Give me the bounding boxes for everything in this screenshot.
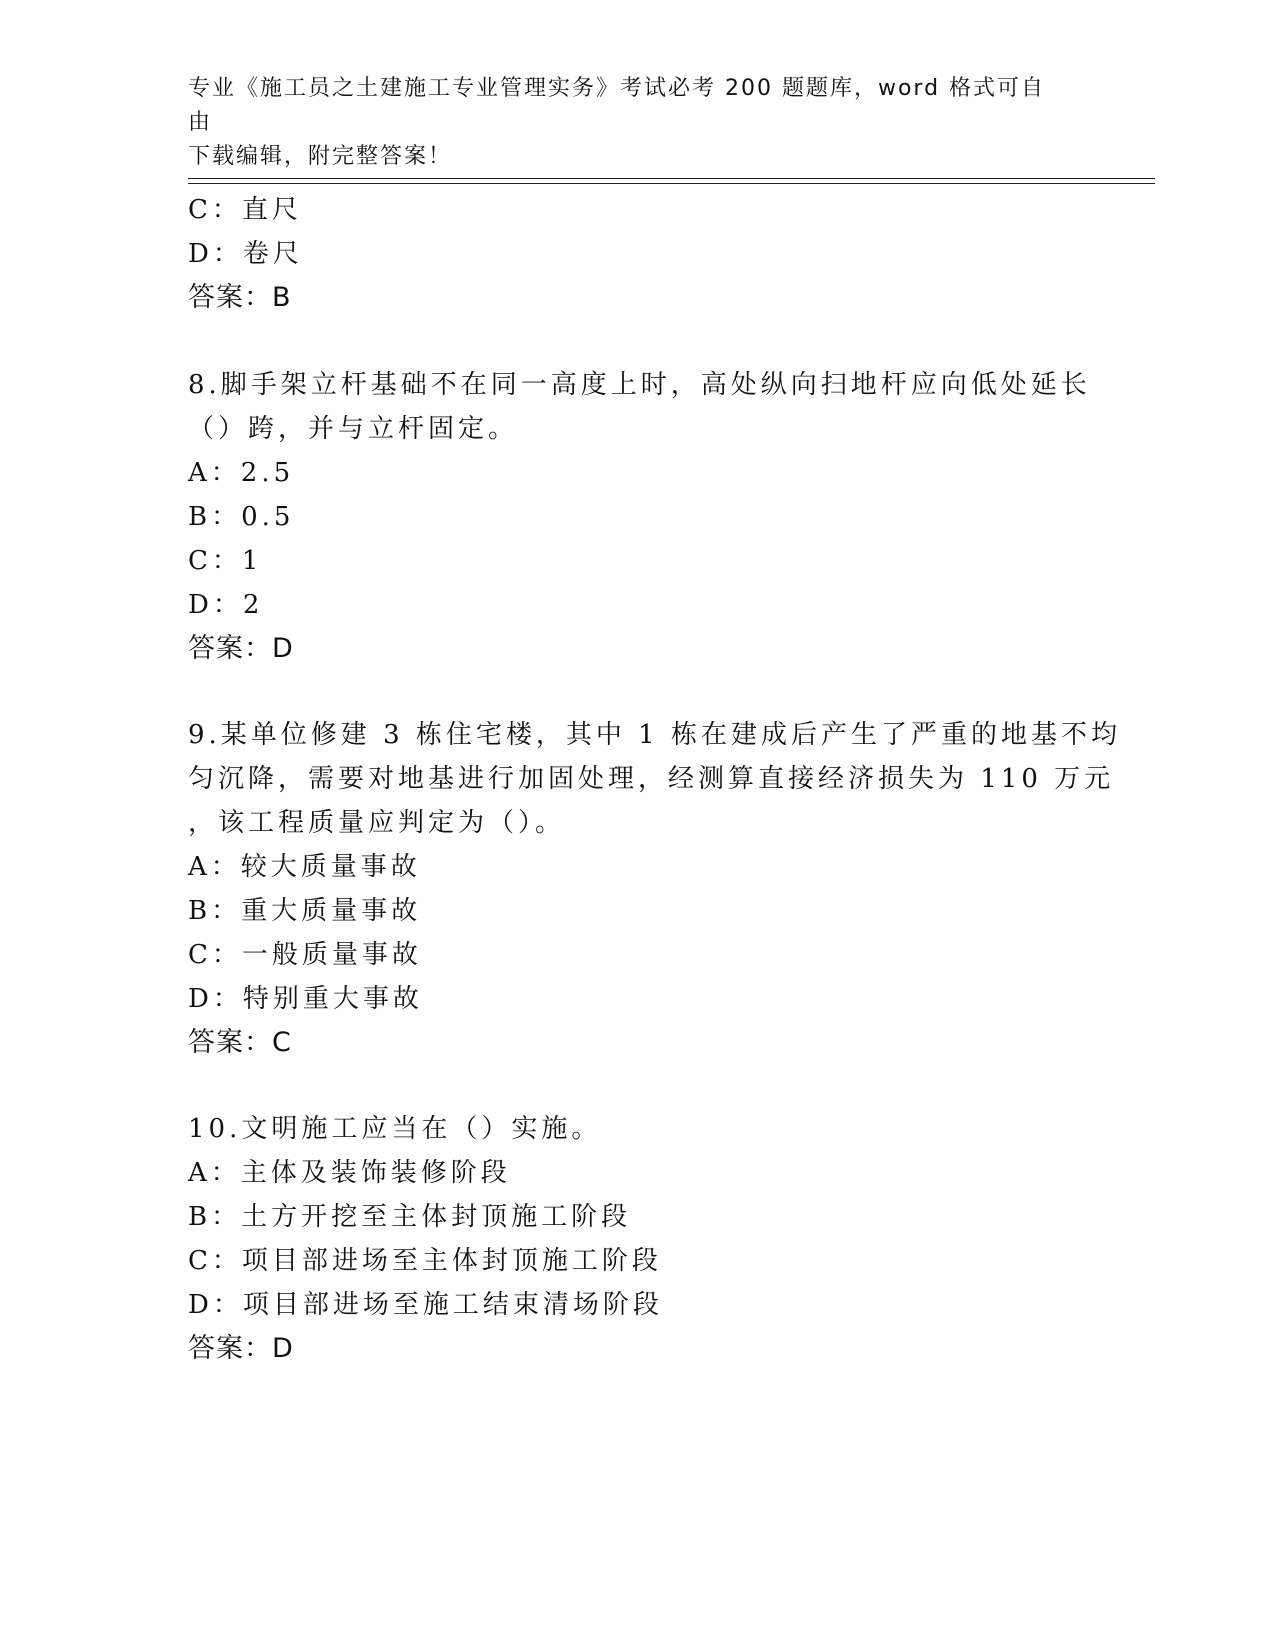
q8-answer: 答案：D: [188, 633, 294, 664]
q8-option-a: A：2.5: [188, 458, 295, 488]
q8-option-b: B：0.5: [188, 502, 295, 532]
q10-option-d: D：项目部进场至施工结束清场阶段: [188, 1290, 663, 1320]
prev-option-d: D：卷尺: [188, 239, 303, 269]
q9-option-a: A：较大质量事故: [188, 852, 421, 882]
q10-answer: 答案：D: [188, 1333, 294, 1364]
q8-stem-line-2: （）跨，并与立杆固定。: [188, 414, 519, 444]
document-header: [188, 72, 1068, 174]
q9-answer: 答案：C: [188, 1027, 292, 1058]
q10-option-b: B：土方开挖至主体封顶施工阶段: [188, 1202, 632, 1232]
q8-option-c: C：1: [188, 546, 263, 576]
header-line-1: 专业《施工员之土建施工专业管理实务》考试必考 200 题题库，word 格式可自由: [188, 76, 1046, 135]
q9-stem-line-3: ，该工程质量应判定为（）。: [188, 808, 566, 838]
q9-option-b: B：重大质量事故: [188, 896, 422, 926]
q10-option-c: C：项目部进场至主体封顶施工阶段: [188, 1246, 662, 1276]
q9-option-d: D：特别重大事故: [188, 984, 423, 1014]
q9-stem-line-1: 9.某单位修建 3 栋住宅楼，其中 1 栋在建成后产生了严重的地基不均: [188, 720, 1121, 750]
q10-stem-line-1: 10.文明施工应当在（）实施。: [188, 1114, 602, 1144]
header-divider-top: [188, 178, 1155, 179]
q9-stem-line-2: 匀沉降，需要对地基进行加固处理，经测算直接经济损失为 110 万元: [188, 764, 1115, 794]
prev-option-c: C：直尺: [188, 195, 302, 225]
header-divider-bottom: [188, 183, 1155, 184]
q10-option-a: A：主体及装饰装修阶段: [188, 1158, 511, 1188]
q8-option-d: D：2: [188, 590, 264, 620]
q9-option-c: C：一般质量事故: [188, 940, 422, 970]
prev-answer: 答案：B: [188, 282, 292, 313]
q8-stem-line-1: 8.脚手架立杆基础不在同一高度上时，高处纵向扫地杆应向低处延长: [188, 370, 1091, 400]
header-line-2: 下载编辑，附完整答案！: [188, 144, 453, 169]
